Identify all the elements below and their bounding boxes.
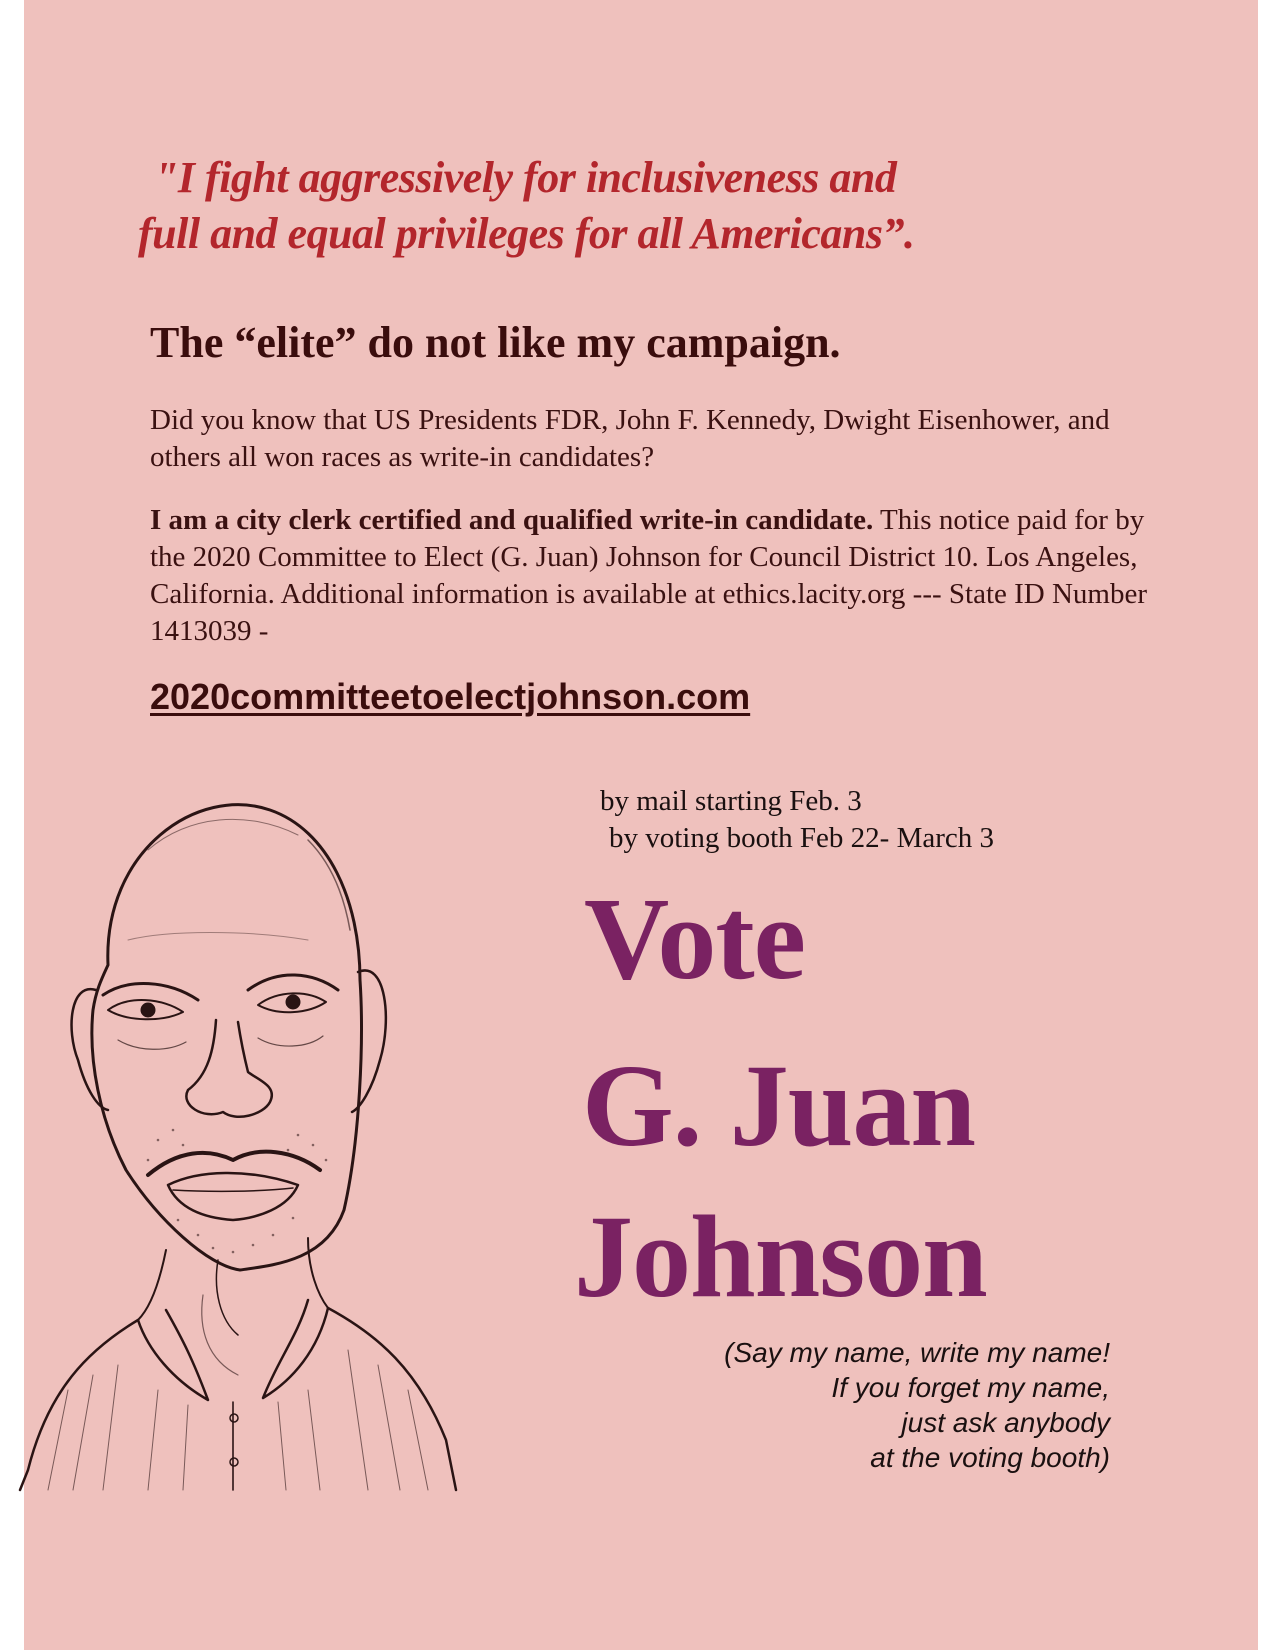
caricature-portrait <box>8 790 478 1530</box>
candidate-name-line-2: Johnson <box>574 1191 987 1322</box>
left-brow <box>103 984 198 1000</box>
mouth <box>168 1173 298 1220</box>
page-edge <box>1258 0 1275 1650</box>
candidate-notice-paragraph <box>150 502 1150 650</box>
right-ear <box>352 970 386 1112</box>
campaign-quote <box>138 150 1138 262</box>
mail-date: by mail starting Feb. 3 <box>600 785 862 817</box>
right-brow <box>248 975 338 990</box>
say-line-2: If you forget my name, <box>831 1372 1110 1403</box>
notice-text: This notice paid for by the 2020 Committee to Elect (G. Juan) Johnson for Council District 10. Los Angeles, California. Additional information is available at ethics.lacity.org --- State ID Number 1413039 - <box>150 504 1148 647</box>
say-line-3: just ask anybody <box>901 1407 1110 1438</box>
say-line-1: (Say my name, write my name! <box>724 1337 1110 1368</box>
say-line-4: at the voting booth) <box>870 1442 1110 1473</box>
shirt-collar-right <box>263 1300 328 1398</box>
quote-line-1: "I fight aggressively for inclusiveness and <box>154 153 897 202</box>
left-ear <box>72 989 108 1110</box>
website-link[interactable]: 2020committeetoelectjohnson.com <box>150 676 751 717</box>
certified-statement: I am a city clerk certified and qualified write-in candidate. <box>150 504 874 536</box>
left-shoulder <box>20 1320 138 1490</box>
vote-word: Vote <box>584 873 806 1004</box>
say-my-name-note <box>680 1335 1110 1475</box>
candidate-name-line-1: G. Juan <box>582 1040 976 1171</box>
neck-left <box>138 1250 166 1320</box>
mustache <box>148 1152 320 1175</box>
booth-date: by voting booth Feb 22- March 3 <box>609 822 995 854</box>
quote-line-2: full and equal privileges for all Americans”. <box>138 209 915 258</box>
nose <box>186 1020 271 1117</box>
voting-dates <box>600 783 994 857</box>
shirt-collar-left <box>138 1310 208 1400</box>
neck-right <box>308 1238 328 1308</box>
headline: The “elite” do not like my campaign. <box>150 318 841 367</box>
right-shoulder <box>328 1308 456 1490</box>
write-in-history-paragraph: Did you know that US Presidents FDR, John F. Kennedy, Dwight Eisenhower, and others all won races as write-in candidates? <box>150 404 1110 473</box>
